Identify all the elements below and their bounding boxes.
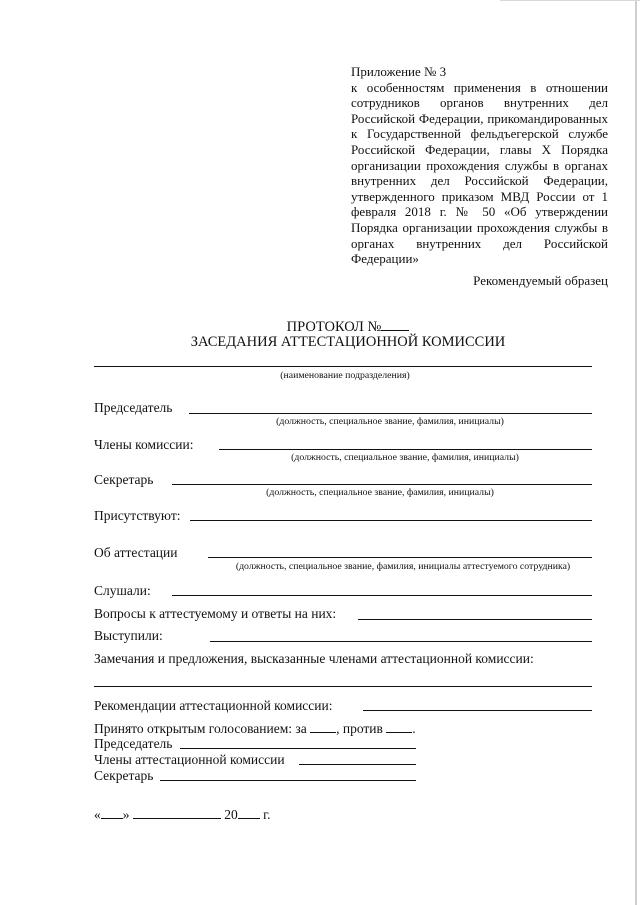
- protocol-number-blank[interactable]: [381, 318, 409, 331]
- remarks-label: Замечания и предложения, высказанные членами аттестационной комиссии:: [94, 651, 534, 666]
- recommendations-line[interactable]: [363, 710, 592, 711]
- vote-secretary-label: Секретарь: [94, 768, 154, 783]
- date-line: [94, 806, 271, 823]
- date-month-blank[interactable]: [133, 806, 221, 819]
- vote-chairman-label: Председатель: [94, 736, 173, 751]
- date-open-quote: «: [94, 807, 101, 822]
- votes-for-blank[interactable]: [310, 720, 336, 733]
- date-day-blank[interactable]: [101, 806, 123, 819]
- secretary-caption: (должность, специальное звание, фамилия, инициалы): [266, 487, 494, 498]
- members-label: Члены комиссии:: [94, 437, 194, 452]
- heard-line[interactable]: [172, 595, 592, 596]
- protocol-title-line2: ЗАСЕДАНИЯ АТТЕСТАЦИОННОЙ КОМИССИИ: [190, 334, 506, 350]
- votes-against-blank[interactable]: [386, 720, 412, 733]
- secretary-label: Секретарь: [94, 472, 154, 487]
- appendix-block: [351, 64, 608, 267]
- open-vote-label: Принято открытым голосованием: за: [94, 721, 307, 736]
- date-year-prefix: 20: [224, 807, 238, 822]
- secretary-line[interactable]: [172, 484, 592, 485]
- appendix-text: к особенностям применения в отношении сотрудников органов внутренних дел Российской Федерации, прикомандированных к Государственной фельдъегерской службе Российской Федерации, главы X Порядка организации прохождения службы в органах внутренних дел Российской Федерации, утвержденного приказом МВД России от 1 февраля 2018 г. № 50 «Об утверждении Порядка организации прохождения службы в органах внутренних дел Российской Федерации»: [351, 79, 608, 267]
- date-year-blank[interactable]: [238, 806, 260, 819]
- date-close-quote: »: [122, 807, 130, 822]
- present-label: Присутствуют:: [94, 508, 181, 523]
- chairman-label: Председатель: [94, 400, 173, 415]
- recommendations-label: Рекомендации аттестационной комиссии:: [94, 698, 333, 713]
- open-vote-line: [94, 720, 416, 737]
- protocol-number-label: ПРОТОКОЛ №: [286, 319, 382, 335]
- speakers-line[interactable]: [210, 641, 592, 642]
- appendix-title: Приложение № 3: [351, 64, 447, 79]
- period: .: [412, 721, 416, 736]
- speakers-label: Выступили:: [94, 628, 163, 643]
- members-line[interactable]: [219, 449, 592, 450]
- unit-name-line[interactable]: [94, 366, 592, 367]
- present-line[interactable]: [190, 520, 592, 521]
- vote-members-line[interactable]: [299, 764, 416, 765]
- chairman-caption: (должность, специальное звание, фамилия, инициалы): [276, 416, 504, 427]
- page-edge: [635, 0, 637, 905]
- heard-label: Слушали:: [94, 583, 151, 598]
- questions-line[interactable]: [358, 619, 592, 620]
- page-edge-top: [500, 0, 640, 1]
- members-caption: (должность, специальное звание, фамилия, инициалы): [291, 452, 519, 463]
- questions-label: Вопросы к аттестуемому и ответы на них:: [94, 606, 337, 621]
- vote-chairman-line[interactable]: [180, 748, 416, 749]
- vote-members-label: Члены аттестационной комиссии: [94, 752, 285, 767]
- date-year-suffix: г.: [263, 807, 271, 822]
- about-attestation-label: Об аттестации: [94, 545, 178, 560]
- unit-name-caption: (наименование подразделения): [280, 370, 410, 381]
- vote-secretary-line[interactable]: [160, 780, 416, 781]
- chairman-line[interactable]: [189, 413, 592, 414]
- remarks-line[interactable]: [94, 686, 592, 687]
- votes-against-label: , против: [336, 721, 383, 736]
- about-attestation-caption: (должность, специальное звание, фамилия, инициалы аттестуемого сотрудника): [235, 561, 571, 572]
- about-attestation-line[interactable]: [208, 557, 592, 558]
- recommended-sample-label: Рекомендуемый образец: [473, 273, 608, 288]
